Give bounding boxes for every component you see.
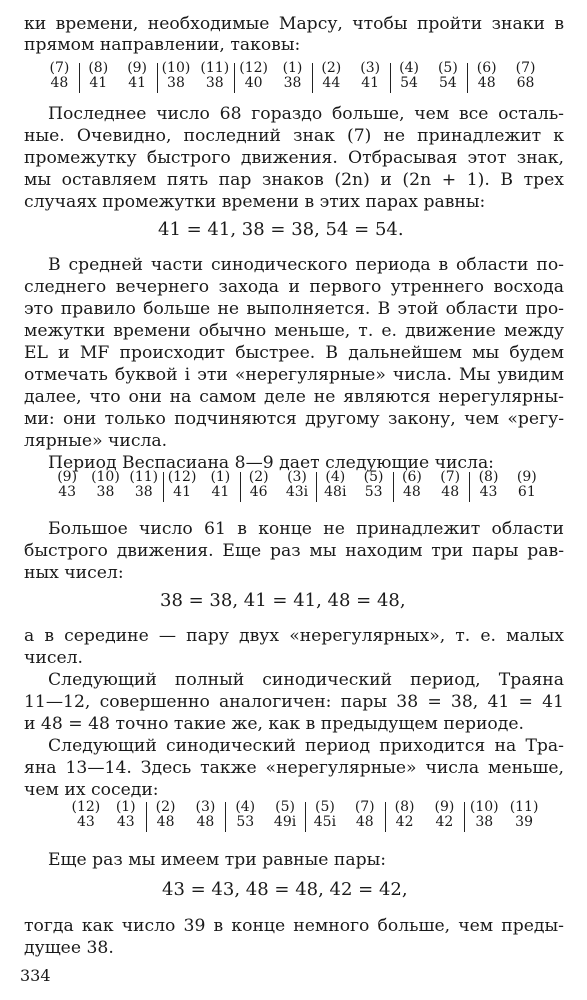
interval-value: 54 (400, 75, 418, 91)
interval-value: 38 (96, 484, 115, 500)
text-line: ных чисел: (24, 563, 124, 583)
page-number: 334 (20, 966, 51, 985)
sign-number: (12) (71, 799, 101, 815)
pair-separator (146, 802, 147, 832)
text-line: Последнее число 68 гораздо больше, чем все осталь- (48, 104, 564, 124)
pair-separator (385, 802, 386, 832)
sign-number: (4) (325, 469, 346, 485)
interval-value: 68 (516, 75, 535, 91)
sequence-cell (157, 61, 196, 91)
sequence-cell (225, 800, 265, 830)
sequence-cell (163, 470, 201, 500)
sign-intervals-sequence-3 (66, 800, 544, 834)
sign-number: (1) (210, 469, 231, 485)
interval-value: 38 (283, 75, 302, 91)
sign-number: (5) (363, 469, 384, 485)
sequence-cell (506, 61, 545, 91)
text-line: дущее 38. (24, 938, 114, 958)
interval-value: 48i (324, 484, 347, 500)
sequence-cell (201, 470, 239, 500)
text-line: В средней части синодического периода в области по- (48, 255, 564, 275)
interval-value: 54 (438, 75, 457, 91)
sign-number: (7) (515, 60, 536, 76)
interval-value: 38 (167, 75, 185, 91)
sign-number: (10) (469, 799, 499, 815)
sign-intervals-sequence-2 (48, 470, 546, 504)
pair-separator (467, 63, 468, 93)
interval-value: 38 (205, 75, 224, 91)
interval-value: 38 (475, 814, 494, 830)
text-line: EL и MF происходит быстрее. В дальнейшем мы будем (24, 343, 564, 363)
pair-separator (157, 63, 158, 93)
interval-value: 43 (479, 484, 498, 500)
interval-value: 53 (236, 814, 255, 830)
sequence-cell (278, 470, 316, 500)
sign-number: (6) (476, 60, 497, 76)
pair-separator (393, 472, 394, 502)
sign-intervals-sequence-1 (40, 61, 545, 95)
interval-value: 43 (116, 814, 135, 830)
sign-number: (4) (235, 799, 256, 815)
text-line: следнего вечернего захода и первого утреннего восхода (24, 277, 564, 297)
sequence-cell (464, 800, 504, 830)
sign-number: (6) (401, 469, 422, 485)
sign-number: (9) (516, 469, 537, 485)
sign-number: (11) (129, 469, 159, 485)
sign-number: (11) (509, 799, 539, 815)
sign-number: (3) (287, 469, 307, 485)
interval-value: 42 (395, 814, 414, 830)
sequence-cell (385, 800, 425, 830)
text-line: далее, что они на самом деле не являются нерегулярны- (24, 387, 564, 407)
sign-number: (11) (200, 60, 230, 76)
pair-separator (163, 472, 164, 502)
sequence-cell (393, 470, 431, 500)
sequence-cell (351, 61, 390, 91)
sign-number: (10) (91, 469, 120, 485)
interval-value: 41 (128, 75, 147, 91)
interval-value: 48 (156, 814, 175, 830)
pair-separator (234, 63, 235, 93)
pair-separator (464, 802, 465, 832)
text-line: ки времени, необходимые Марсу, чтобы пройти знаки в (24, 14, 564, 34)
text-line: ные. Очевидно, последний знак (7) не принадлежит к (24, 126, 564, 146)
interval-value: 48 (477, 75, 496, 91)
sign-number: (8) (88, 60, 109, 76)
text-line: чем их соседи: (24, 780, 159, 800)
text-line: лярные» числа. (24, 431, 168, 451)
sequence-cell (316, 470, 354, 500)
sign-number: (8) (394, 799, 415, 815)
sequence-cell (305, 800, 345, 830)
pair-separator (305, 802, 306, 832)
pair-separator (390, 63, 391, 93)
sequence-cell (66, 800, 106, 830)
text-line: а в середине — пару двух «нерегулярных», т. е. малых (24, 626, 564, 646)
text-line: межутки времени обычно меньше, т. е. движение между (24, 321, 564, 341)
interval-value: 48 (196, 814, 215, 830)
interval-value: 42 (435, 814, 454, 830)
pair-separator (79, 63, 80, 93)
pair-separator (225, 802, 226, 832)
text-line: и 48 = 48 точно такие же, как в предыдущем периоде. (24, 714, 524, 734)
text-line: мы оставляем пять пар знаков (2n) и (2n + 1). В трех (24, 170, 564, 190)
text-line: Еще раз мы имеем три равные пары: (48, 850, 387, 870)
interval-value: 44 (322, 75, 341, 91)
interval-value: 53 (364, 484, 383, 500)
sign-number: (7) (49, 60, 70, 76)
text-line: тогда как число 39 в конце немного больше, чем преды- (24, 916, 564, 936)
sequence-cell (234, 61, 273, 91)
sign-number: (12) (239, 60, 269, 76)
interval-value: 39 (515, 814, 533, 830)
sequence-cell (186, 800, 226, 830)
text-line: Большое число 61 в конце не принадлежит области (48, 519, 564, 539)
sign-number: (9) (434, 799, 455, 815)
pair-separator (240, 472, 241, 502)
interval-value: 43 (58, 484, 77, 500)
sequence-cell (125, 470, 163, 500)
interval-value: 48 (50, 75, 69, 91)
sign-number: (5) (437, 60, 458, 76)
text-line: это правило больше не выполняется. В этой области про- (24, 299, 564, 319)
pair-separator (469, 472, 470, 502)
sign-number: (7) (440, 469, 461, 485)
interval-value: 49i (273, 814, 297, 830)
sign-number: (9) (127, 60, 148, 76)
sign-number: (5) (314, 799, 335, 815)
text-line: случаях промежутки времени в этих парах равны: (24, 192, 486, 212)
sign-number: (2) (321, 60, 342, 76)
sequence-cell (265, 800, 305, 830)
text-line: ми: они только подчиняются другому закону, чем «регу- (24, 409, 564, 429)
sign-number: (7) (354, 799, 375, 815)
sequence-cell (428, 61, 467, 91)
interval-value: 41 (211, 484, 230, 500)
text-line: чисел. (24, 648, 83, 668)
interval-value: 46 (249, 484, 268, 500)
interval-value: 41 (361, 75, 380, 91)
text-line: Период Веспасиана 8—9 дает следующие числа: (48, 453, 494, 473)
interval-value: 43 (77, 814, 95, 830)
sequence-cell (118, 61, 157, 91)
sign-number: (9) (57, 469, 78, 485)
interval-value: 40 (244, 75, 263, 91)
interval-value: 38 (134, 484, 153, 500)
formula-equal-pairs-3: 43 = 43, 48 = 48, 42 = 42, (162, 879, 408, 900)
sequence-cell (79, 61, 118, 91)
sequence-cell (106, 800, 146, 830)
sequence-cell (354, 470, 392, 500)
text-line: 11—12, совершенно аналогичен: пары 38 = 38, 41 = 41 (24, 692, 564, 712)
sign-number: (1) (282, 60, 303, 76)
interval-value: 41 (173, 484, 191, 500)
interval-value: 43i (285, 484, 309, 500)
text-line: яна 13—14. Здесь также «нерегулярные» числа меньше, (24, 758, 564, 778)
sequence-cell (146, 800, 186, 830)
pair-separator (316, 472, 317, 502)
sequence-cell (273, 61, 312, 91)
text-line: прямом направлении, таковы: (24, 35, 301, 55)
sign-number: (3) (360, 60, 381, 76)
text-line: промежутку быстрого движения. Отбрасывая этот знак, (24, 148, 564, 168)
sign-number: (8) (478, 469, 499, 485)
sequence-cell (467, 61, 506, 91)
sign-number: (2) (248, 469, 269, 485)
sequence-cell (390, 61, 429, 91)
interval-value: 48 (355, 814, 374, 830)
text-line: Следующий синодический период приходится на Тра- (48, 736, 564, 756)
sign-number: (3) (195, 799, 216, 815)
sign-number: (4) (399, 60, 419, 76)
interval-value: 61 (517, 484, 536, 500)
sequence-cell (240, 470, 278, 500)
sequence-cell (508, 470, 546, 500)
interval-value: 48 (403, 484, 421, 500)
sequence-cell (431, 470, 469, 500)
text-line: Следующий полный синодический период, Траяна (48, 670, 564, 690)
interval-value: 45i (313, 814, 337, 830)
text-line: быстрого движения. Еще раз мы находим три пары рав- (24, 541, 564, 561)
sequence-cell (425, 800, 465, 830)
sequence-cell (195, 61, 234, 91)
sequence-cell (312, 61, 351, 91)
sequence-cell (469, 470, 507, 500)
sequence-cell (86, 470, 124, 500)
sequence-cell (345, 800, 385, 830)
interval-value: 41 (89, 75, 108, 91)
sequence-cell (48, 470, 86, 500)
pair-separator (312, 63, 313, 93)
formula-equal-pairs-1: 41 = 41, 38 = 38, 54 = 54. (158, 219, 404, 240)
formula-equal-pairs-2: 38 = 38, 41 = 41, 48 = 48, (160, 590, 406, 611)
sign-number: (10) (161, 60, 191, 76)
text-line: отмечать буквой i эти «нерегулярные» числа. Мы увидим (24, 365, 564, 385)
sequence-cell (504, 800, 544, 830)
sequence-cell (40, 61, 79, 91)
sign-number: (12) (167, 469, 197, 485)
sign-number: (2) (155, 799, 176, 815)
sign-number: (5) (275, 799, 295, 815)
interval-value: 48 (441, 484, 460, 500)
sign-number: (1) (115, 799, 136, 815)
